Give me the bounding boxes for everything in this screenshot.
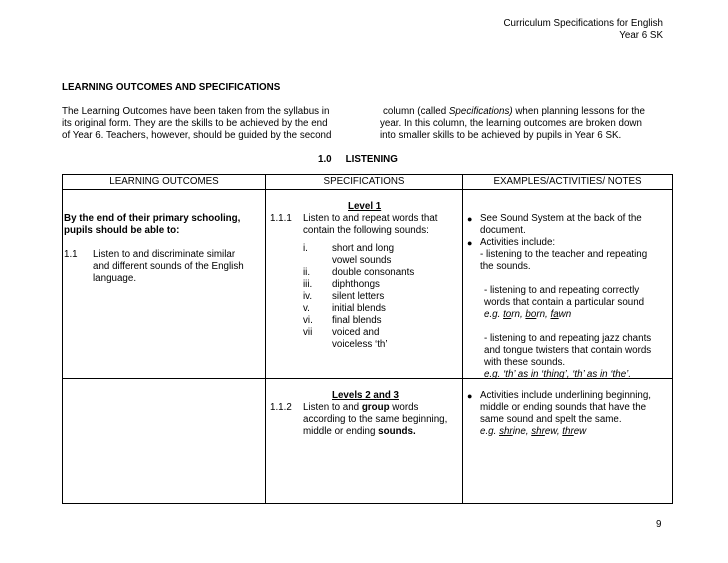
note-line: with these sounds. — [484, 357, 566, 368]
intro-left-line-1: The Learning Outcomes have been taken from the syllabus in — [62, 106, 330, 117]
table-row — [63, 379, 673, 504]
section-title: LEARNING OUTCOMES AND SPECIFICATIONS — [62, 82, 281, 93]
bullet-icon: ● — [467, 391, 473, 401]
row2-outcomes-cell — [63, 379, 266, 504]
note-example: e.g. shrine, shrew, threw — [480, 426, 587, 437]
intro-right-line-1: column (called Specifications) when planning lessons for the — [383, 106, 645, 117]
col-header-specifications: SPECIFICATIONS — [266, 175, 463, 190]
topic-heading: 1.0 LISTENING — [318, 154, 398, 165]
sound-item: final blends — [332, 315, 382, 326]
spec-text-line-1: Listen to and repeat words that — [303, 213, 438, 224]
spec-text-line-2: contain the following sounds: — [303, 225, 429, 236]
spec-text-line-2: according to the same beginning, — [303, 414, 448, 425]
note-line: document. — [480, 225, 526, 236]
sound-num: vi. — [303, 315, 313, 326]
col-header-examples: EXAMPLES/ACTIVITIES/ NOTES — [463, 175, 673, 190]
header-doc-title: Curriculum Specifications for English — [503, 18, 663, 29]
outcome-text-line-3: language. — [93, 273, 137, 284]
bullet-icon: ● — [467, 214, 473, 224]
row1-outcomes-cell — [63, 190, 266, 379]
bullet-icon: ● — [467, 238, 473, 248]
note-line: - listening to the teacher and repeating — [480, 249, 648, 260]
intro-right-line-3: into smaller skills to be achieved by pupils in Year 6 SK. — [380, 130, 622, 141]
header-year: Year 6 SK — [619, 30, 663, 41]
sound-num: i. — [303, 243, 308, 254]
sound-num: iii. — [303, 279, 313, 290]
row2-specifications-cell — [266, 379, 463, 504]
sound-item: silent letters — [332, 291, 385, 302]
table-header-row — [63, 175, 673, 190]
page-number: 9 — [656, 519, 662, 530]
intro-left-line-2: its original form. They are the skills to be achieved by the end — [62, 118, 328, 129]
outcome-text-line-1: Listen to and discriminate similar — [93, 249, 236, 260]
spec-text-line-1: Listen to and group words — [303, 402, 419, 413]
spec-number: 1.1.1 — [270, 213, 292, 224]
row1-specifications-cell — [266, 190, 463, 379]
row2-examples-cell — [463, 379, 673, 504]
sound-num: iv. — [303, 291, 313, 302]
intro-right-line-2: year. In this column, the learning outcomes are broken down — [380, 118, 642, 129]
outcome-text-line-2: and different sounds of the English — [93, 261, 244, 272]
sound-item: voiced and — [332, 327, 380, 338]
sound-num: vii — [303, 327, 313, 338]
sound-item: initial blends — [332, 303, 386, 314]
levels-2-3-heading: Levels 2 and 3 — [332, 390, 399, 401]
sound-item: short and long — [332, 243, 395, 254]
outcomes-table — [62, 174, 673, 504]
spec-number: 1.1.2 — [270, 402, 292, 413]
sound-num: ii. — [303, 267, 311, 278]
note-line: - listening to and repeating jazz chants — [484, 333, 652, 344]
sound-item: double consonants — [332, 267, 415, 278]
sound-item: voiceless ‘th’ — [332, 339, 388, 350]
note-line: the sounds. — [480, 261, 531, 272]
note-line: and tongue twisters that contain words — [484, 345, 652, 356]
note-line: same sound and spelt the same. — [480, 414, 622, 425]
note-example: e.g. ‘th’ as in ‘thing’, ‘th’ as in ‘the’. — [484, 369, 632, 380]
level-1-heading: Level 1 — [348, 201, 382, 212]
sound-item: vowel sounds — [332, 255, 392, 266]
sound-item: diphthongs — [332, 279, 380, 290]
note-line: Activities include: — [480, 237, 556, 248]
note-line: Activities include underlining beginning, — [480, 390, 652, 401]
note-line: middle or ending sounds that have the — [480, 402, 647, 413]
outcome-number: 1.1 — [64, 249, 78, 260]
note-line: words that contain a particular sound — [484, 297, 645, 308]
intro-left-line-3: of Year 6. Teachers, however, should be guided by the second — [62, 130, 332, 141]
row1-examples-cell — [463, 190, 673, 379]
table-row — [63, 190, 673, 379]
note-line: - listening to and repeating correctly — [484, 285, 640, 296]
note-example: e.g. torn, born, fawn — [484, 309, 572, 320]
col-header-learning-outcomes: LEARNING OUTCOMES — [63, 175, 266, 190]
outcome-intro-line-2: pupils should be able to: — [64, 225, 180, 236]
outcome-intro-line-1: By the end of their primary schooling, — [64, 213, 241, 224]
note-line: See Sound System at the back of the — [480, 213, 642, 224]
sound-num: v. — [303, 303, 310, 314]
spec-text-line-3: middle or ending sounds. — [303, 426, 416, 437]
